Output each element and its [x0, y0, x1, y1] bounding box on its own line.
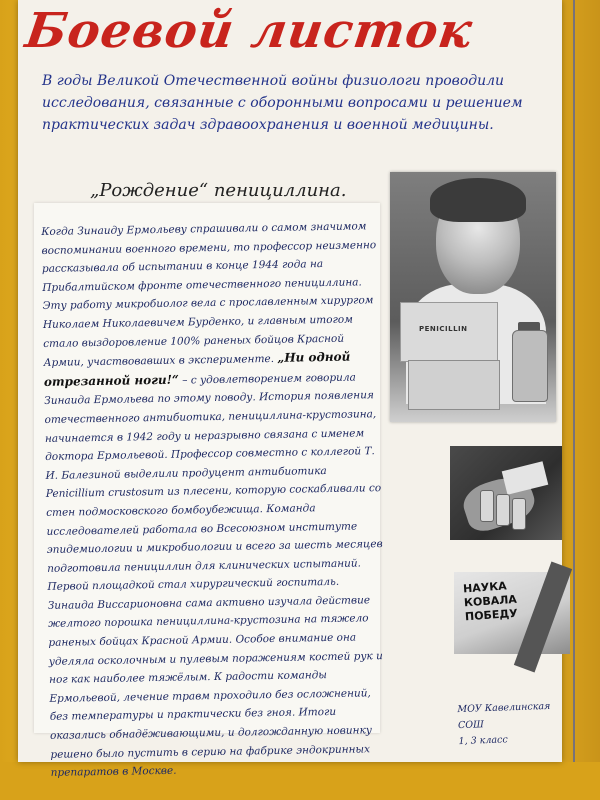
penicillin-box	[400, 302, 498, 362]
school-name: МОУ Кавелинская СОШ	[457, 700, 551, 732]
propaganda-poster	[454, 572, 570, 654]
article-body	[41, 217, 387, 783]
vials-photo	[450, 446, 562, 540]
poster-slogan: НАУКА КОВАЛА ПОБЕДУ	[462, 579, 519, 624]
margin-line	[573, 0, 575, 762]
vial-2	[496, 494, 510, 526]
article-subtitle: „Рождение“ пенициллина.	[90, 180, 347, 201]
poster-title: Боевой листок	[22, 3, 477, 59]
poster-sheet	[18, 0, 562, 780]
penicillin-bottle	[512, 330, 548, 402]
portrait-photo	[390, 172, 556, 422]
vial-1	[480, 490, 494, 522]
article-body-part1: Когда Зинаиду Ермольеву спрашивали о самом значимом воспоминании военного времени, то профессор неизменно рассказывала об испытании в конце 1944 года на Прибалтийском фронте отечественного пенициллина. Эту работу микробиолог вела с прославленным хирургом Николаем Николаевичем Бурденко, и главным итогом стало выздоровление 100% раненых бойцов Красной Армии, участвовавших в эксперименте.	[41, 220, 377, 370]
photo-hair	[430, 178, 526, 222]
school-class: 1, 3 класс	[458, 734, 508, 748]
vial-card	[502, 461, 549, 494]
article-quote: „Ни одной отрезанной ноги!“	[43, 349, 351, 389]
intro-text: В годы Великой Отечественной войны физиологи проводили исследования, связанные с оборонными вопросами и решением практических задач здравоохранения и военной медицины.	[42, 73, 523, 133]
vial-3	[512, 498, 526, 530]
school-signature	[457, 698, 579, 750]
penicillin-box-2	[408, 360, 500, 410]
penicillin-label: PENICILLIN	[419, 325, 468, 333]
article-body-part2: – с удовлетворением говорила Зинаида Ермольева по этому поводу. История появления отечественного антибиотика, пенициллина-крустозина, начинается в 1942 году и неразрывно связана с именем доктора Ермольевой. Профессор совместно с коллегой Т. И. Балезиной выделили продуцент антибиотика Penicillium crustosum из плесени, которую соскабливали со стен подмосковского бомбоубежища. Команда исследователей работала во Всесоюзном институте эпидемиологии и микробиологии и всего за шесть месяцев подготовила пенициллин для клинических испытаний. Первой площадкой стал хирургический госпиталь. Зинаида Виссарионовна сама активно изучала действие желтого порошка пенициллина-крустозина на тяжело раненых бойцах Красной Армии. Особое внимание она уделяла осколочным и пулевым поражениям костей рук и ног как наиболее тяжёлым. К радости команды Ермольевой, лечение травм проходило без осложнений, без температуры и практически без гноя. Итоги оказались обнадёживающими, и долгожданную новинку решено было пустить в серию на фабрике эндокринных препаратов в Москве.	[44, 371, 383, 780]
